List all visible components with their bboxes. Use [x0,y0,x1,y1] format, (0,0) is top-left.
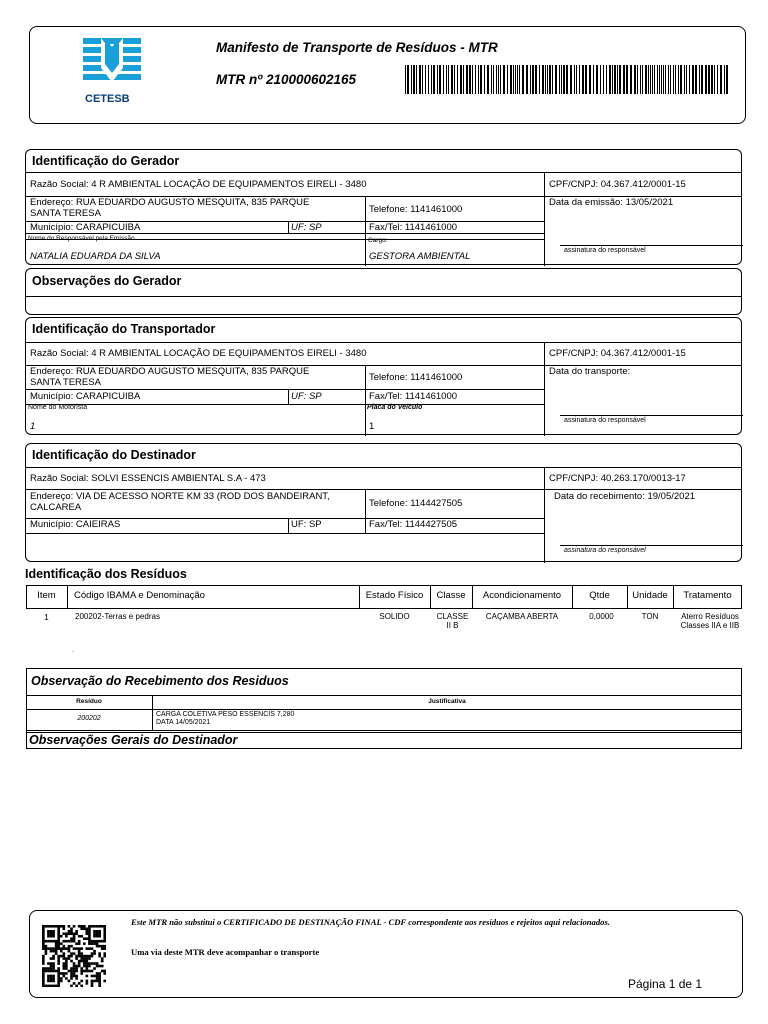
transportador-fax: Fax/Tel: 1141461000 [369,391,458,402]
col-item: Item [37,590,56,601]
page-title: Manifesto de Transporte de Resíduos - MTR [216,40,498,55]
transportador-placa: 1 [369,421,375,432]
gerador-telefone: Telefone: 1141461000 [369,204,463,215]
row-classe-line1: CLASSE [436,612,469,621]
gerador-responsavel: NATALIA EDUARDA DA SILVA [30,251,161,262]
destinador-title: Identificação do Destinador [32,448,196,462]
destinador-endereco-line2: CALCAREA [30,502,82,513]
destinador-section [25,443,742,562]
footer-notice: Este MTR não substitui o CERTIFICADO DE DESTINAÇÃO FINAL - CDF correspondente aos resíduos e rejeitos aqui relacionados. [131,917,610,927]
transportador-endereco-line1: Endereço: RUA EDUARDO AUGUSTO MESQUITA, 835 PARQUE [30,366,310,377]
row-qtde: 0,0000 [589,612,614,621]
transportador-assinatura: assinatura do responsável [564,417,646,424]
recebimento-title: Observação do Recebimento dos Residuos [31,674,289,688]
gerador-fax: Fax/Tel: 1141461000 [369,222,458,233]
gerador-endereco-line2: SANTA TERESA [30,208,101,219]
destinador-uf: UF: SP [291,519,322,530]
transportador-motorista: 1 [30,421,36,432]
row-tratamento-line2: Classes IIA e IIB [680,621,740,630]
gerador-cargo: GESTORA AMBIENTAL [369,251,471,262]
footer-box [29,910,743,998]
mtr-value: 210000602165 [265,72,357,87]
stray-dot: . [72,647,74,654]
col-tratamento: Tratamento [683,590,732,601]
footer-via: Uma via deste MTR deve acompanhar o transporte [131,947,320,957]
recebimento-justificativa-line2: DATA 14/05/2021 [156,719,211,726]
destinador-cpf-cnpj: CPF/CNPJ: 40.263.170/0013-17 [549,473,686,484]
destinador-data-recebimento: Data do recebimento: 19/05/2021 [554,491,696,502]
col-acondicionamento: Acondicionamento [482,590,562,601]
transportador-municipio: Município: CARAPICUIBA [30,391,141,402]
col-qtde: Qtde [589,590,610,601]
col-residuo: Resíduo [76,698,102,705]
mtr-label: MTR nº [216,72,263,87]
obs-gerais-title: Observações Gerais do Destinador [29,733,238,747]
recebimento-residuo: 200202 [77,715,101,722]
row-unidade: TON [641,612,659,621]
destinador-assinatura: assinatura do responsável [564,547,646,554]
transportador-data-transporte: Data do transporte: [549,366,631,377]
page-number: Página 1 de 1 [628,977,703,991]
row-acondicionamento: CAÇAMBA ABERTA [485,612,559,621]
transportador-placa-label: Placa do Veículo [367,404,423,411]
transportador-endereco-line2: SANTA TERESA [30,377,101,388]
obs-gerador-section [25,268,742,315]
col-classe: Classe [436,590,466,601]
row-item: 1 [44,613,49,622]
gerador-section [25,149,742,265]
mtr-number [216,72,356,87]
barcode [405,65,730,94]
row-estado: SOLIDO [379,612,410,621]
destinador-endereco-line1: Endereço: VIA DE ACESSO NORTE KM 33 (ROD DOS BANDEIRANT, [30,491,330,502]
transportador-section [25,317,742,435]
transportador-razao-social: Razão Social: 4 R AMBIENTAL LOCAÇÃO DE EQUIPAMENTOS EIRELI - 3480 [30,348,367,359]
gerador-municipio: Município: CARAPICUIBA [30,222,141,233]
residuos-title: Identificação dos Resíduos [25,567,187,581]
col-unidade: Unidade [632,590,668,601]
destinador-telefone: Telefone: 1144427505 [369,498,463,509]
recebimento-justificativa-line1: CARGA COLETIVA PESO ESSENCIS 7,280 [156,711,295,718]
col-estado: Estado Físico [365,590,424,601]
gerador-cpf-cnpj: CPF/CNPJ: 04.367.412/0001-15 [549,179,686,190]
gerador-uf: UF: SP [291,222,322,233]
header-box [29,26,746,124]
col-codigo: Código IBAMA e Denominação [74,590,205,601]
qr-code-icon [42,925,106,987]
transportador-cpf-cnpj: CPF/CNPJ: 04.367.412/0001-15 [549,348,686,359]
gerador-endereco-line1: Endereço: RUA EDUARDO AUGUSTO MESQUITA, 835 PARQUE [30,197,310,208]
transportador-title: Identificação do Transportador [32,322,216,336]
destinador-fax: Fax/Tel: 1144427505 [369,519,458,530]
obs-gerador-title: Observações do Gerador [32,274,182,288]
transportador-motorista-label: Nome do Motorista [28,404,88,411]
row-tratamento-line1: Aterro Resíduos [681,612,739,621]
transportador-telefone: Telefone: 1141461000 [369,372,463,383]
row-classe-line2: II B [446,621,459,630]
row-codigo: 200202-Terras e pedras [75,612,160,621]
gerador-razao-social: Razão Social: 4 R AMBIENTAL LOCAÇÃO DE EQUIPAMENTOS EIRELI - 3480 [30,179,367,190]
col-justificativa: Justificativa [428,698,466,705]
gerador-assinatura: assinatura do responsável [564,247,646,254]
transportador-uf: UF: SP [291,391,322,402]
cetesb-logo-icon [83,38,141,88]
gerador-cargo-label: Cargo: [368,237,388,244]
destinador-municipio: Município: CAIEIRAS [30,519,121,530]
destinador-razao-social: Razão Social: SOLVI ESSENCIS AMBIENTAL S.A - 473 [30,473,266,484]
logo-text: CETESB [85,93,130,105]
gerador-data-emissao: Data da emissão: 13/05/2021 [549,197,674,208]
gerador-responsavel-label: Nome do Responsável pela Emissão [28,235,135,242]
gerador-title: Identificação do Gerador [32,154,180,168]
